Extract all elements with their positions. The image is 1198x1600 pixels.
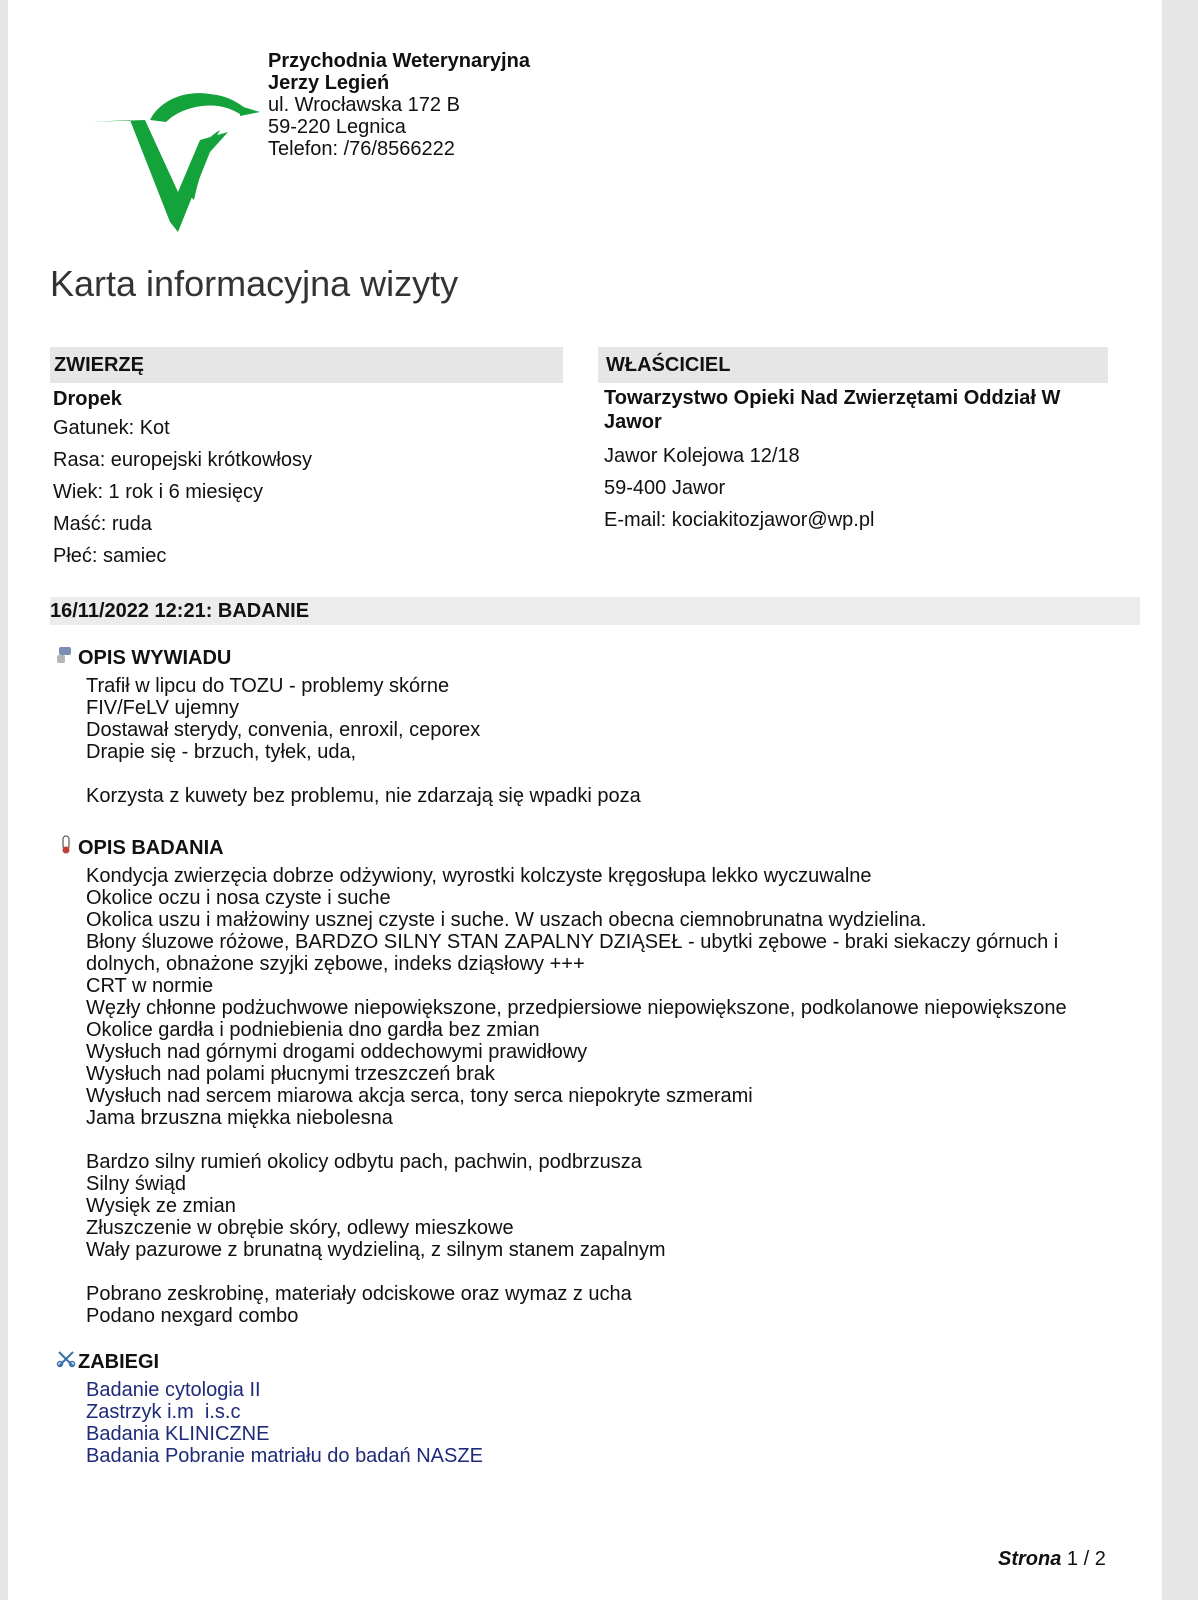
animal-age: Wiek: 1 rok i 6 miesięcy <box>53 481 264 503</box>
text-line: Dostawał sterydy, convenia, enroxil, ceporex <box>86 719 481 741</box>
animal-breed: Rasa: europejski krótkowłosy <box>53 449 312 471</box>
text-line: Badania Pobranie matriału do badań NASZE <box>86 1445 483 1467</box>
text-line: Wały pazurowe z brunatną wydzieliną, z silnym stanem zapalnym <box>86 1239 666 1261</box>
history-section-header <box>56 645 231 671</box>
owner-city: 59-400 Jawor <box>604 477 726 499</box>
text-line: Drapie się - brzuch, tyłek, uda, <box>86 741 357 763</box>
text-line: Złuszczenie w obrębie skóry, odlewy mieszkowe <box>86 1217 514 1239</box>
clinic-doctor: Jerzy Legień <box>268 72 390 94</box>
animal-sex: Płeć: samiec <box>53 545 167 567</box>
page-total: / 2 <box>1083 1548 1106 1570</box>
text-line: Korzysta z kuwety bez problemu, nie zdarzają się wpadki poza <box>86 785 641 807</box>
text-line: CRT w normie <box>86 975 214 997</box>
clinic-street: ul. Wrocławska 172 B <box>268 94 460 116</box>
text-line: Węzły chłonne podżuchwowe niepowiększone, przedpiersiowe niepowiększone, podkolanowe niepowiększone <box>86 997 1067 1019</box>
text-line: dolnych, obnażone szyjki zębowe, indeks dziąsłowy +++ <box>86 953 585 975</box>
scissors-icon <box>56 1349 78 1376</box>
text-line: Pobrano zeskrobinę, materiały odciskowe oraz wymaz z ucha <box>86 1283 632 1305</box>
text-line: Trafił w lipcu do TOZU - problemy skórne <box>86 675 450 697</box>
owner-header: WŁAŚCICIEL <box>598 347 1108 383</box>
document-title: Karta informacyjna wizyty <box>50 263 459 304</box>
page-label: Strona <box>998 1548 1062 1570</box>
visit-header: 16/11/2022 12:21: BADANIE <box>50 597 1140 625</box>
animal-header: ZWIERZĘ <box>50 347 563 383</box>
procedures-body <box>86 1379 1096 1467</box>
history-body <box>86 675 1096 807</box>
owner-name: Towarzystwo Opieki Nad Zwierzętami Oddział W Jawor <box>604 387 1061 433</box>
procedures-section-header <box>56 1349 159 1375</box>
clinic-logo <box>90 82 260 232</box>
animal-details <box>53 386 563 572</box>
history-title: OPIS WYWIADU <box>78 647 232 669</box>
clinic-city: 59-220 Legnica <box>268 116 406 138</box>
page-current: 1 <box>1066 1548 1079 1570</box>
thermometer-icon <box>56 835 78 862</box>
text-line: FIV/FeLV ujemny <box>86 697 240 719</box>
text-line: Okolica uszu i małżowiny usznej czyste i suche. W uszach obecna ciemnobrunatna wydzielina. <box>86 909 927 931</box>
animal-name: Dropek <box>53 388 122 410</box>
text-line: Wysłuch nad sercem miarowa akcja serca, tony serca niepokryte szmerami <box>86 1085 753 1107</box>
text-line: Badanie cytologia II <box>86 1379 261 1401</box>
exam-title: OPIS BADANIA <box>78 837 224 859</box>
text-line: Wysłuch nad polami płucnymi trzeszczeń brak <box>86 1063 495 1085</box>
text-line <box>86 1261 1096 1283</box>
text-line: Jama brzuszna miękka niebolesna <box>86 1107 393 1129</box>
clinic-info <box>268 50 530 160</box>
exam-body <box>86 865 1096 1327</box>
text-line <box>86 763 1096 785</box>
text-line: Podano nexgard combo <box>86 1305 299 1327</box>
text-line: Kondycja zwierzęcia dobrze odżywiony, wyrostki kolczyste kręgosłupa lekko wyczuwalne <box>86 865 872 887</box>
owner-details <box>604 386 1104 536</box>
text-line: Badania KLINICZNE <box>86 1423 270 1445</box>
text-line: Silny świąd <box>86 1173 187 1195</box>
text-line: Okolice gardła i podniebienia dno gardła bez zmian <box>86 1019 540 1041</box>
text-line: Błony śluzowe różowe, BARDZO SILNY STAN ZAPALNY DZIĄSEŁ - ubytki zębowe - braki siekaczy górnuch i <box>86 931 1059 953</box>
clinic-name: Przychodnia Weterynaryjna <box>268 50 530 72</box>
owner-email: E-mail: kociakitozjawor@wp.pl <box>604 509 875 531</box>
document-page <box>8 0 1162 1600</box>
page-indicator <box>998 1548 1106 1571</box>
text-line <box>86 1129 1096 1151</box>
text-line: Wysłuch nad górnymi drogami oddechowymi prawidłowy <box>86 1041 588 1063</box>
clinic-phone: Telefon: /76/8566222 <box>268 138 455 160</box>
owner-address: Jawor Kolejowa 12/18 <box>604 445 800 467</box>
procedures-title: ZABIEGI <box>78 1351 160 1373</box>
animal-species: Gatunek: Kot <box>53 417 170 439</box>
text-line: Bardzo silny rumień okolicy odbytu pach, pachwin, podbrzusza <box>86 1151 642 1173</box>
text-line: Okolice oczu i nosa czyste i suche <box>86 887 391 909</box>
text-line: Wysięk ze zmian <box>86 1195 236 1217</box>
exam-section-header <box>56 835 224 861</box>
animal-color: Maść: ruda <box>53 513 152 535</box>
text-line: Zastrzyk i.m i.s.c <box>86 1401 241 1423</box>
interview-icon <box>56 645 78 672</box>
